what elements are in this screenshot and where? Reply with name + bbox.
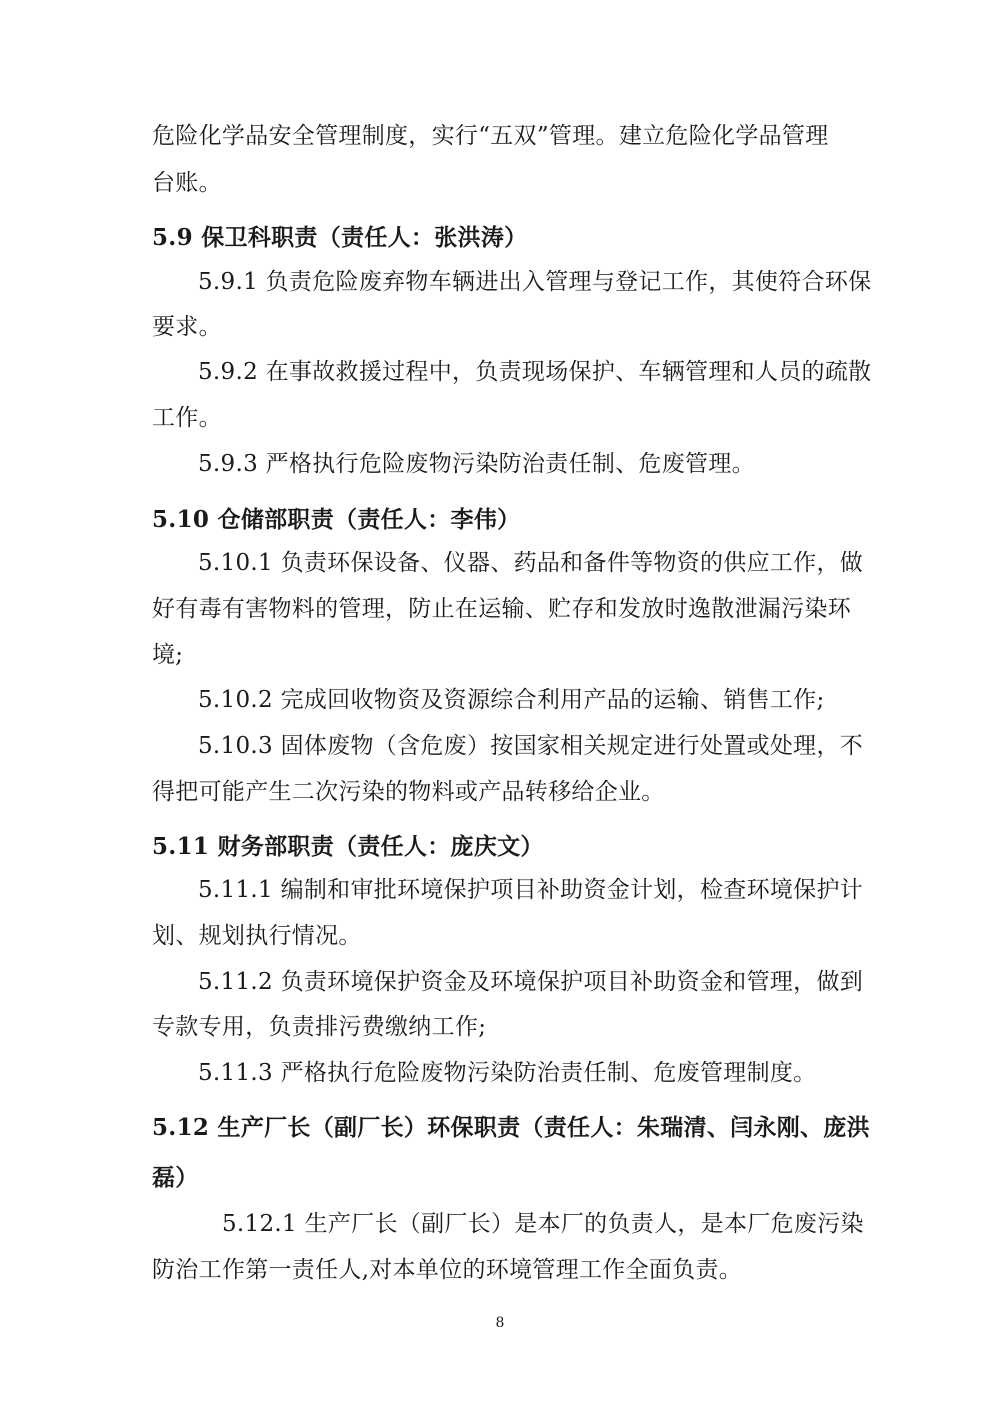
item-5-10-1-line-1: 5.10.1 负责环保设备、仪器、药品和备件等物资的供应工作，做 [198,550,864,576]
item-5-9-2-line-2: 工作。 [152,405,222,431]
item-5-11-2-line-2: 专款专用，负责排污费缴纳工作; [152,1014,487,1040]
section-5-11-heading: 5.11 财务部职责（责任人：庞庆文） [152,833,544,860]
item-5-9-1-line-2: 要求。 [152,314,222,340]
page-number: 8 [495,1315,505,1331]
section-5-10-heading: 5.10 仓储部职责（责任人：李伟） [152,506,521,533]
intro-line-2: 台账。 [152,170,222,196]
item-5-12-1-line-2: 防治工作第一责任人,对本单位的环境管理工作全面负责。 [152,1257,743,1283]
section-5-9-heading: 5.9 保卫科职责（责任人：张洪涛） [152,224,528,251]
item-5-10-2-line-1: 5.10.2 完成回收物资及资源综合利用产品的运输、销售工作; [198,687,825,713]
item-5-10-1-line-3: 境; [152,642,184,668]
item-5-9-3-line-1: 5.9.3 严格执行危险废物污染防治责任制、危废管理。 [198,451,755,477]
item-5-11-3-line-1: 5.11.3 严格执行危险废物污染防治责任制、危废管理制度。 [198,1060,817,1086]
item-5-10-3-line-1: 5.10.3 固体废物（含危废）按国家相关规定进行处置或处理，不 [198,733,864,759]
item-5-9-1-line-1: 5.9.1 负责危险废弃物车辆进出入管理与登记工作，其使符合环保 [198,269,872,295]
item-5-12-1-line-1: 5.12.1 生产厂长（副厂长）是本厂的负责人，是本厂危废污染 [222,1211,864,1237]
intro-line-1: 危险化学品安全管理制度，实行“五双”管理。建立危险化学品管理 [152,123,829,149]
item-5-11-1-line-1: 5.11.1 编制和审批环境保护项目补助资金计划，检查环境保护计 [198,877,864,903]
section-5-12-heading-line-2: 磊） [152,1164,199,1191]
item-5-11-2-line-1: 5.11.2 负责环境保护资金及环境保护项目补助资金和管理，做到 [198,969,864,995]
section-5-12-heading-line-1: 5.12 生产厂长（副厂长）环保职责（责任人：朱瑞清、闫永刚、庞洪 [152,1114,870,1141]
item-5-11-1-line-2: 划、规划执行情况。 [152,923,362,949]
item-5-10-3-line-2: 得把可能产生二次污染的物料或产品转移给企业。 [152,779,665,805]
item-5-9-2-line-1: 5.9.2 在事故救援过程中，负责现场保护、车辆管理和人员的疏散 [198,359,872,385]
item-5-10-1-line-2: 好有毒有害物料的管理，防止在运输、贮存和发放时逸散泄漏污染环 [152,596,851,622]
